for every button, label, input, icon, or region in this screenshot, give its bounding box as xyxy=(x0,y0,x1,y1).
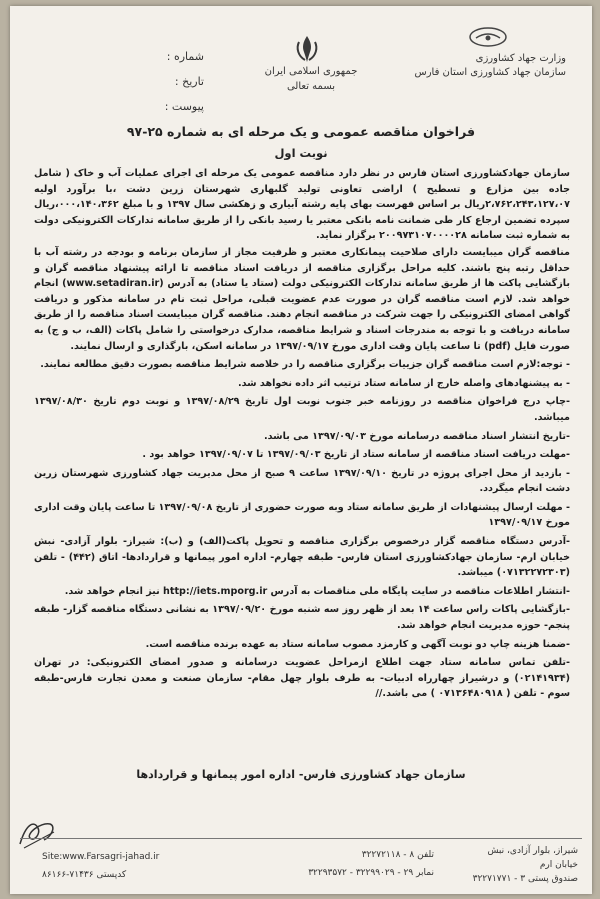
republic-line: جمهوری اسلامی ایران xyxy=(264,66,358,77)
list-item: -تاریخ انتشار اسناد مناقصه درسامانه مورخ ۱۳۹۷/۰۹/۰۳ می باشد. xyxy=(264,430,570,442)
footer-divider xyxy=(20,838,582,839)
ministry-name: وزارت جهاد کشاورزی xyxy=(475,53,566,64)
header-organization xyxy=(386,52,566,80)
announcement-body xyxy=(34,166,570,703)
document-page xyxy=(10,6,592,894)
fax-line: نمابر ۲۹ - ۳۲۲۹۹۰۲۹ - ۳۲۲۹۳۵۷۲ xyxy=(308,868,434,878)
address-line: شیراز، بلوار آزادی، نبش خیابان ارم xyxy=(487,846,578,870)
footer xyxy=(24,844,578,890)
ministry-logo-icon xyxy=(468,26,508,48)
list-item: - مهلت ارسال پیشنهادات از طریق سامانه ستاد وبه صورت حضوری از تاریخ ۱۳۹۷/۰۹/۰۸ تا ساعت پایان وقت اداری مورخ ۱۳۹۷/۰۹/۱۷ xyxy=(34,501,570,529)
po-box-line: صندوق پستی ۳ - ۳۲۲۷۱۷۷۱ xyxy=(472,874,578,884)
list-item: - به پیشنهادهای واصله خارج از سامانه ستاد ترتیب اثر داده نخواهد شد. xyxy=(237,377,570,389)
round-label: نوبت اول xyxy=(274,146,328,160)
list-item: -مهلت دریافت اسناد مناقصه از سامانه ستاد از تاریخ ۱۳۹۷/۰۹/۰۳ تا ۱۳۹۷/۰۹/۰۷ خواهد بود . xyxy=(142,449,570,461)
phone-line: تلفن ۸ - ۳۲۲۷۲۱۱۸ xyxy=(361,850,434,860)
date-label: تاریخ : xyxy=(174,75,204,88)
footer-phones xyxy=(234,846,434,882)
number-label: شماره : xyxy=(166,50,204,63)
page-title: فراخوان مناقصه عمومی و یک مرحله ای به شماره ۲۵-۹۷ xyxy=(126,124,476,139)
list-item: - بازدید از محل اجرای پروژه در تاریخ ۱۳۹۷/۰۹/۱۰ ساعت ۹ صبح از محل مدیریت جهاد کشاورزی شهرستان زرین دشت انجام میگردد. xyxy=(34,467,570,495)
list-item: -چاپ درج فراخوان مناقصه در روزنامه خبر جنوب نوبت اول تاریخ ۱۳۹۷/۰۸/۲۹ و نوبت دوم تاریخ ۱۳۹۷/۰۸/۳۰ میباشد. xyxy=(34,396,571,423)
list-item: -بازگشایی پاکات راس ساعت ۱۴ بعد از ظهر روز سه شنبه مورخ ۱۳۹۷/۰۹/۲۰ به نشانی دستگاه مناقصه گزار- طبقه پنجم- حوزه مدیریت انجام خواهد شد. xyxy=(34,604,570,632)
organization-name: سازمان جهاد کشاورزی استان فارس xyxy=(414,67,566,78)
list-item: -تلفن تماس سامانه ستاد جهت اطلاع ازمراحل عضویت درسامانه و صدور امضای الکترونیکی: در تهران (۰۲۱۴۱۹۳۴) و درشیراز چهارراه ادبیات- به طرف بلوار چهل مقام- سازمان صنعت و معدن تجارت فارس-طبقه سوم - تلفن ( ۰۷۱۳۶۴۸۰۹۱۸ ) می باشد.// xyxy=(34,657,570,700)
list-item: -آدرس دستگاه مناقصه گزار درخصوص برگزاری مناقصه و تحویل پاکت(الف) و (ب): شیراز- بلوار آزادی- نبش خیابان ارم- سازمان جهادکشاورزی استان فارس- طبقه چهارم- اداره امور پیمانها و قراردادها- اتاق (۴۴۲) - تلفن (۰۷۱۳۲۲۷۲۳۰۳) میباشد. xyxy=(34,536,571,579)
signature-line: سازمان جهاد کشاورزی فارس- اداره امور پیمانها و قراردادها xyxy=(136,768,466,781)
footer-address xyxy=(468,844,578,886)
footer-web xyxy=(42,848,222,884)
list-item: -ضمنا هزینه چاپ دو نوبت آگهی و کارمزد مصوب سامانه ستاد به عهده برنده مناقصه است. xyxy=(145,638,570,650)
header-center xyxy=(246,64,376,94)
list-item: - توجه:لازم است مناقصه گران جزییات برگزاری مناقصه را در خلاصه شرایط مناقصه بصورت دقیق مطالعه نمایند. xyxy=(40,359,570,371)
basmala-line: بسمه تعالی xyxy=(286,81,336,92)
letter-meta xyxy=(104,44,204,119)
list-item: -انتشار اطلاعات مناقصه در سایت پایگاه ملی مناقصات به آدرس http://iets.mporg.ir نیز انجام خواهد شد. xyxy=(64,585,570,597)
iran-emblem-icon xyxy=(294,34,320,64)
attachment-label: پیوست : xyxy=(164,100,204,113)
postal-code: کدپستی ۷۱۴۳۶-۸۶۱۶۶ xyxy=(42,870,127,880)
website-link[interactable]: Site:www.Farsagri-jahad.ir xyxy=(42,852,160,862)
paragraph: سازمان جهادکشاورزی استان فارس در نظر دارد مناقصه عمومی یک مرحله ای اجرای عملیات آب و خاک ( شامل جاده بین مزارع و تسطیح ) اراضی تعاونی تولید گلبهاری شهرستان زرین دشت ،با برآورد اولیه ۲،۷۶۲،۲۴۳،۱۲۷،۰۷ریال بر اساس فهرست بهای پایه رشته آبیاری و زهکشی سال ۱۳۹۷ و با مبلغ ۰۰۰،۱۴۰،۳۶۲،ریال سپرده تضمین ارجاع کار طی ضمانت نامه بانکی معتبر یا رسید بانکی را از طریق سامانه تدارکات الکترونیکی دولت به شماره ثبت سامانه ۲۰۰۹۷۳۱۰۷۰۰۰۰۲۸ برگزار نماید. xyxy=(34,168,570,242)
paragraph: مناقصه گران میبایست دارای صلاحیت پیمانکاری معتبر و ظرفیت مجاز از سازمان برنامه و بودجه در رشته آب با حداقل رتبه پنج باشند. کلیه مراحل برگزاری مناقصه از دریافت اسناد مناقصه تا ارائه پیشنهاد مناقصه گران و بازگشایی پاکت ها از طریق سامانه تدارکات الکترونیکی دولت (ستاد یا ستاد) به آدرس (www.setadiran.ir) انجام خواهد شد. لازم است مناقصه گران در صورت عدم عضویت قبلی، مراحل ثبت نام در سامانه مذکور و دریافت گواهی امضای الکترونیکی را جهت شرکت در مناقصه انجام دهند. مناقصه گران میبایست اسناد مناقصه را از طریق سامانه دریافت و با توجه به مندرجات اسناد و شرایط مناقصه، مدارک درخواستی را شامل پاکات (الف، ب و ج) به صورت فایل (pdf) تا ساعت پایان وقت اداری مورخ ۱۳۹۷/۰۹/۱۷ در سامانه اسکن، بارگذاری و ارسال نمایند. xyxy=(34,246,570,352)
